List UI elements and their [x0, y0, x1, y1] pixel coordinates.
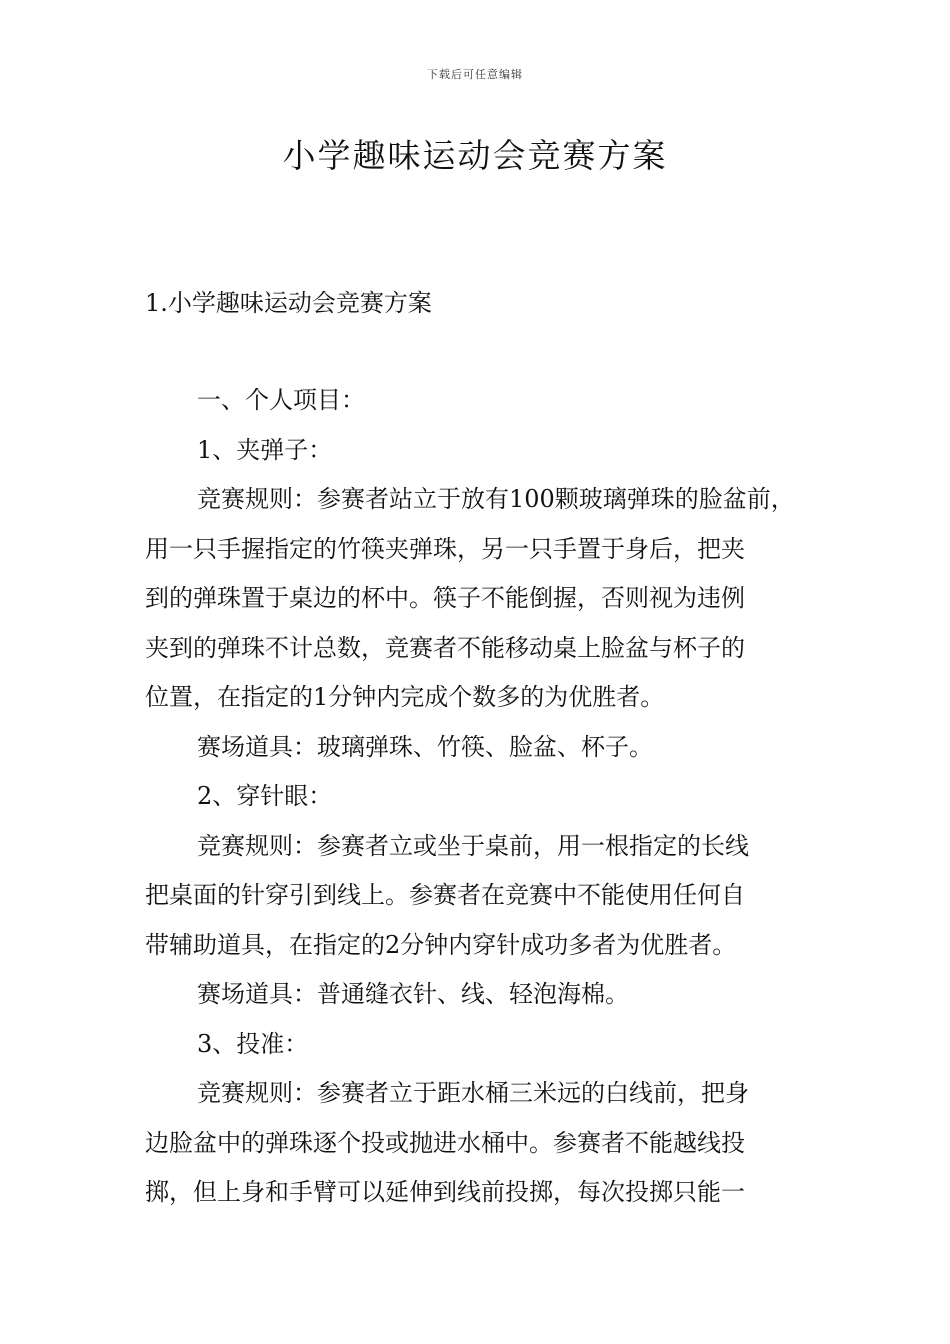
- heading-individual-events: 一、个人项目：: [197, 386, 365, 414]
- props-paragraph-1: 赛场道具：玻璃弹珠、竹筷、脸盆、杯子。: [197, 732, 653, 761]
- rules-paragraph-1: 竞赛规则：参赛者站立于放有100颗玻璃弹珠的脸盆前， 用一只手握指定的竹筷夹弹珠，另一只手置于身后，把夹 到的弹珠置于桌边的杯中。筷子不能倒握，否则视为违例 夹到的弹珠不计总数，竞赛者不能移动桌上脸盆与杯子的 位置，在指定的1分钟内完成个数多的为优胜者。: [145, 485, 795, 711]
- item-heading-1: 1、夹弹子：: [197, 435, 333, 464]
- section-heading: 1.小学趣味运动会竞赛方案: [145, 289, 432, 317]
- document-title: 小学趣味运动会竞赛方案: [282, 136, 668, 175]
- item-heading-2: 2、穿针眼：: [197, 782, 333, 810]
- item-heading-3: 3、投准：: [197, 1029, 309, 1058]
- rules-paragraph-3: 竞赛规则：参赛者立于距水桶三米远的白线前，把身 边脸盆中的弹珠逐个投或抛进水桶中。参赛者不能越线投 掷，但上身和手臂可以延伸到线前投掷，每次投掷只能一: [145, 1079, 749, 1206]
- header-note: 下载后可任意编辑: [427, 68, 523, 81]
- body-text: [145, 376, 835, 1218]
- rules-paragraph-2: 竞赛规则：参赛者立或坐于桌前，用一根指定的长线 把桌面的针穿引到线上。参赛者在竞赛中不能使用任何自 带辅助道具，在指定的2分钟内穿针成功多者为优胜者。: [145, 831, 749, 959]
- props-paragraph-2: 赛场道具：普通缝衣针、线、轻泡海棉。: [197, 980, 629, 1008]
